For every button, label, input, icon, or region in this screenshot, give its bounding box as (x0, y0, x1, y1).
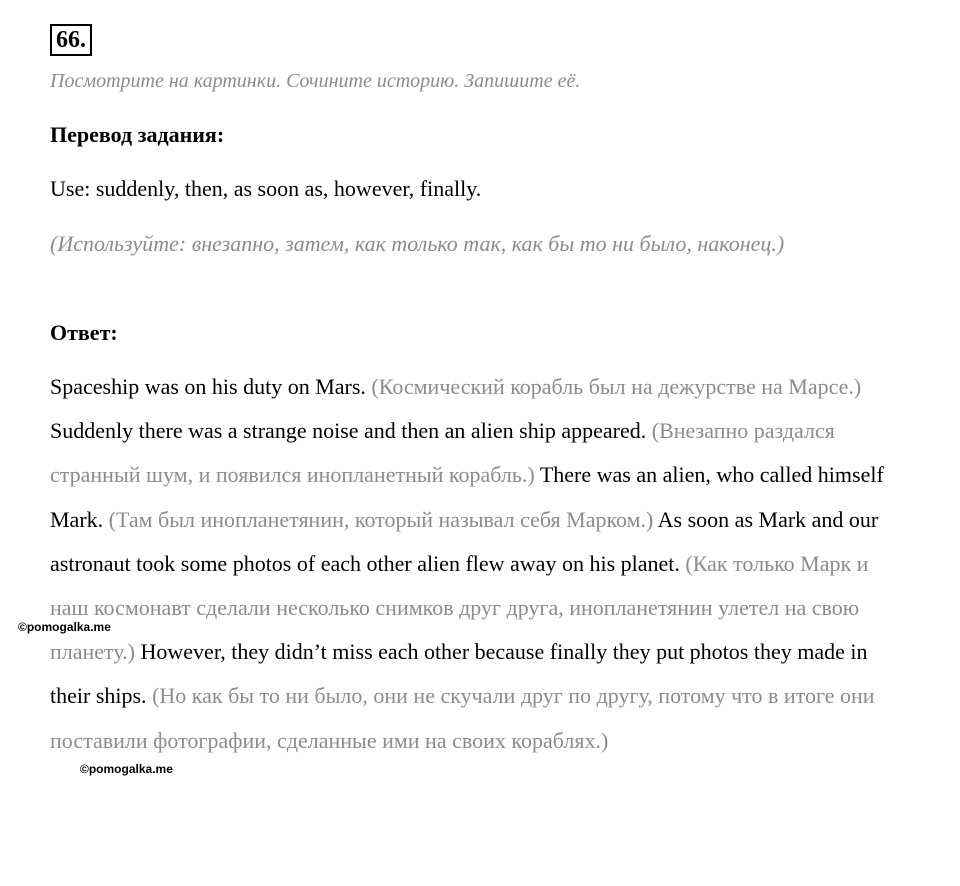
answer-sentence-en: As soon as Mark and our astronaut took some photos of each other alien flew away on his planet. (50, 506, 879, 576)
translation-heading: Перевод задания: (50, 122, 225, 147)
use-words-translation: (Используйте: внезапно, затем, как только так, как бы то ни было, наконец.) (50, 231, 785, 256)
answer-sentence-en: Spaceship was on his duty on Mars. (50, 374, 366, 399)
task-instruction: Посмотрите на картинки. Сочините историю. Запишите её. (50, 70, 581, 92)
exercise-number: 66. (50, 24, 92, 56)
answer-heading: Ответ: (50, 320, 118, 345)
answer-sentence-ru: (Как только Марк и наш космонавт сделали несколько снимков друг друга, инопланетянин улетел на свою планету.) (50, 550, 869, 665)
answer-sentence-en: However, they didn’t miss each other because finally they put photos they made in their ships. (50, 639, 868, 709)
answer-sentence-ru: (Внезапно раздался странный шум, и появился инопланетный корабль.) (50, 418, 835, 488)
answer-sentence-ru: (Но как бы то ни было, они не скучали друг по другу, потому что в итоге они поставили фотографии, сделанные ими на своих кораблях.) (50, 683, 875, 753)
answer-sentence-en: Suddenly there was a strange noise and then an alien ship appeared. (50, 418, 647, 444)
answer-sentence-en: There was an alien, who called himself Mark. (50, 462, 884, 532)
watermark: ©pomogalka.me (18, 620, 111, 634)
watermark: ©pomogalka.me (80, 762, 173, 776)
answer-text (50, 365, 910, 763)
answer-sentence-ru: (Космический корабль был на дежурстве на Марсе.) (371, 374, 862, 399)
use-words-line: Use: suddenly, then, as soon as, however, finally. (50, 176, 482, 201)
answer-sentence-ru: (Там был инопланетянин, который называл себя Марком.) (108, 506, 654, 532)
